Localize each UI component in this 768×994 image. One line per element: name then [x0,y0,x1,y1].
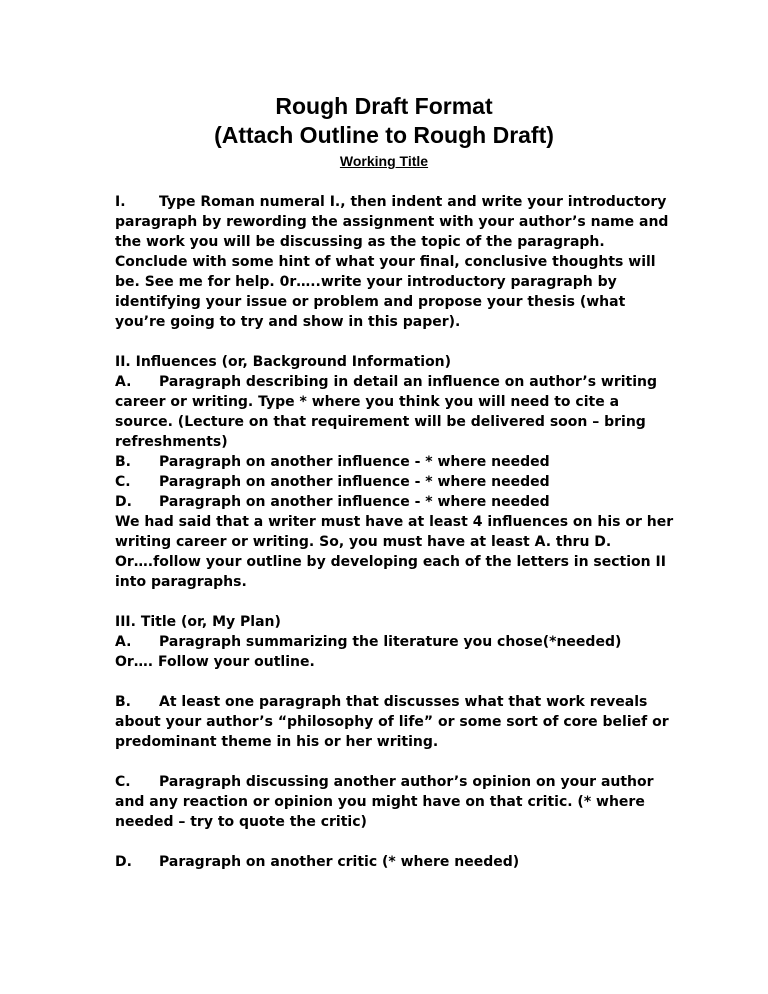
section-2-item-d [115,492,675,512]
section-2-item-b [115,452,675,472]
section-2-heading: II. Influences (or, Background Information) [115,354,452,370]
section-1-numeral: I. [115,194,126,210]
section-3-a-follow: Or…. Follow your outline. [115,654,315,670]
section-3-a-text: Paragraph summarizing the literature you chose(*needed) [159,634,622,650]
section-3-heading: III. Title (or, My Plan) [115,614,281,630]
page-title-subline: (Attach Outline to Rough Draft) [214,122,554,148]
section-2-d-text: Paragraph on another influence - * where needed [159,494,550,510]
section-2-b-text: Paragraph on another influence - * where needed [159,454,550,470]
working-title: Working Title [339,153,429,169]
section-3-d-text: Paragraph on another critic (* where needed) [159,854,520,870]
section-2-note-or: Or….follow your outline by developing each of the letters in section II into paragraphs. [115,554,666,590]
section-2-b-label: B. [115,454,131,470]
section-3-b-text: At least one paragraph that discusses what that work reveals about your author’s “philosophy of life” or some sort of core belief or predominant theme in his or her writing. [115,694,669,750]
section-2-note-text: We had said that a writer must have at least 4 influences on his or her writing career or writing. So, you must have at least A. thru D. [115,514,674,550]
section-1-paragraph [115,192,675,332]
section-3-d-label: D. [115,854,132,870]
section-2-c-label: C. [115,474,131,490]
section-3-item-b [115,692,675,752]
section-3-item-d [115,852,675,872]
section-2-a-label: A. [115,374,132,390]
section-2-item-c [115,472,675,492]
section-3-b-label: B. [115,694,131,710]
section-3-item-a [115,632,675,652]
section-2-c-text: Paragraph on another influence - * where needed [159,474,550,490]
page-title: Rough Draft Format [275,93,493,119]
section-2-d-label: D. [115,494,132,510]
section-1-text: Type Roman numeral I., then indent and write your introductory paragraph by rewording the assignment with your author’s name and the work you will be discussing as the topic of the paragraph. Conclude with some hint of what your final, conclusive thoughts will be. See me for help. 0r…..write your introductory paragraph by identifying your issue or problem and propose your thesis (what you’re going to try and show in this paper). [115,194,669,330]
section-2-a-text: Paragraph describing in detail an influence on author’s writing career or writing. Type * where you think you will need to cite a source. (Lecture on that requirement will be delivered soon – bring refreshments) [115,374,658,450]
section-2-note [115,512,675,592]
section-3-c-text: Paragraph discussing another author’s opinion on your author and any reaction or opinion you might have on that critic. (* where needed – try to quote the critic) [115,774,654,830]
section-2-item-a [115,372,675,452]
document-body [115,192,675,872]
section-3-c-label: C. [115,774,131,790]
section-3-item-c [115,772,675,832]
section-3-a-label: A. [115,634,132,650]
